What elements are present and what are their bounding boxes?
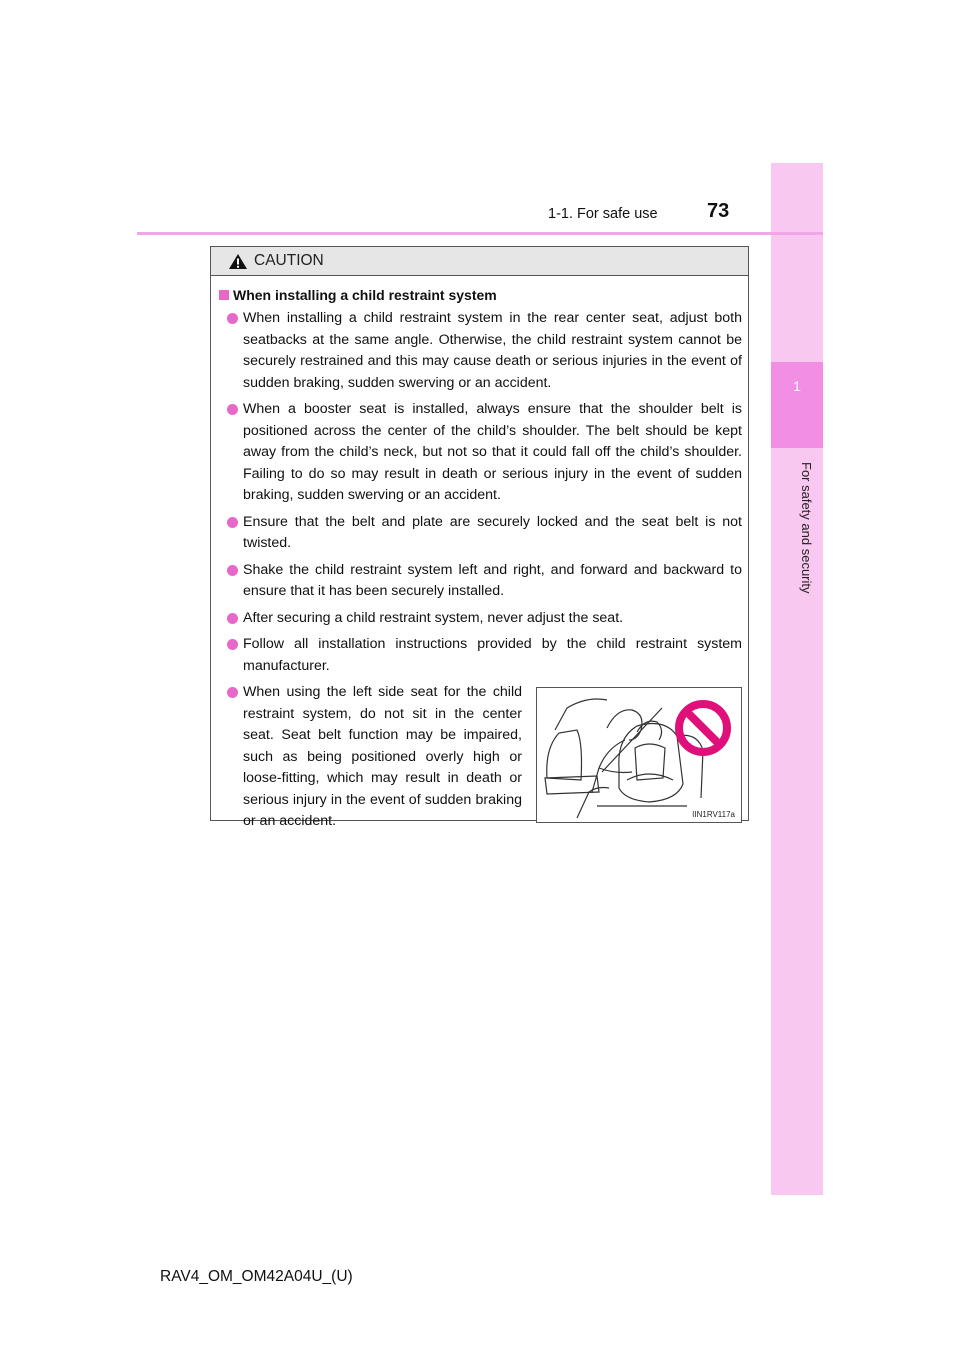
circle-bullet-icon [227, 404, 238, 415]
circle-bullet-icon [227, 687, 238, 698]
page-number: 73 [707, 200, 730, 222]
prohibition-icon [673, 698, 733, 758]
caution-heading-text: When installing a child restraint system [233, 287, 497, 303]
list-item-text: Follow all installation instructions provided by the child restraint system manufacturer. [243, 636, 742, 674]
caution-title: CAUTION [254, 252, 324, 269]
caution-heading [217, 285, 742, 305]
list-item-text: When a booster seat is installed, always ensure that the shoulder belt is positioned across the center of the child’s shoulder. The belt should be kept away from the child’s neck, but not so that it could fall off the child’s shoulder. Failing to do so may result in death or serious injury in the event of sudden braking, sudden swerving or an accident. [243, 401, 742, 503]
chapter-tab [771, 362, 823, 448]
list-item [217, 634, 742, 677]
section-title: 1-1. For safe use [548, 206, 658, 222]
illustration-code: IIN1RV117a [692, 810, 735, 819]
list-item-with-illustration [217, 682, 742, 833]
warning-triangle-icon [228, 253, 248, 270]
caution-items [217, 308, 742, 833]
caution-body [211, 276, 748, 833]
child-seat-illustration [536, 687, 742, 823]
circle-bullet-icon [227, 517, 238, 528]
chapter-number: 1 [793, 378, 801, 394]
circle-bullet-icon [227, 613, 238, 624]
caution-header [211, 247, 748, 276]
list-item-text: Shake the child restraint system left and right, and forward and backward to ensure that it has been securely installed. [243, 561, 742, 599]
list-item [217, 399, 742, 507]
footer-doc-code: RAV4_OM_OM42A04U_(U) [160, 1268, 353, 1285]
square-bullet-icon [219, 290, 229, 300]
list-item [217, 608, 742, 630]
list-item [217, 682, 522, 833]
list-item-text: Ensure that the belt and plate are securely locked and the seat belt is not twisted. [243, 513, 742, 551]
list-item [217, 560, 742, 603]
list-item [217, 512, 742, 555]
caution-box [210, 246, 749, 829]
header-rule [137, 232, 823, 235]
chapter-title: For safety and security [799, 462, 814, 594]
list-item-text: When using the left side seat for the child restraint system, do not sit in the center seat. Seat belt function may be impaired, such as being positioned overly high or loose-fitting, which may result in death or serious injury in the event of sudden braking or an accident. [243, 684, 522, 829]
circle-bullet-icon [227, 565, 238, 576]
list-item-text: When installing a child restraint system in the rear center seat, adjust both seatbacks at the same angle. Otherwise, the child restraint system cannot be securely restrained and this may cause death or serious injuries in the event of sudden braking, sudden swerving or an accident. [243, 310, 742, 391]
list-item-text: After securing a child restraint system, never adjust the seat. [243, 609, 624, 626]
circle-bullet-icon [227, 313, 238, 324]
circle-bullet-icon [227, 639, 238, 650]
list-item [217, 308, 742, 394]
side-strip [771, 163, 823, 1195]
